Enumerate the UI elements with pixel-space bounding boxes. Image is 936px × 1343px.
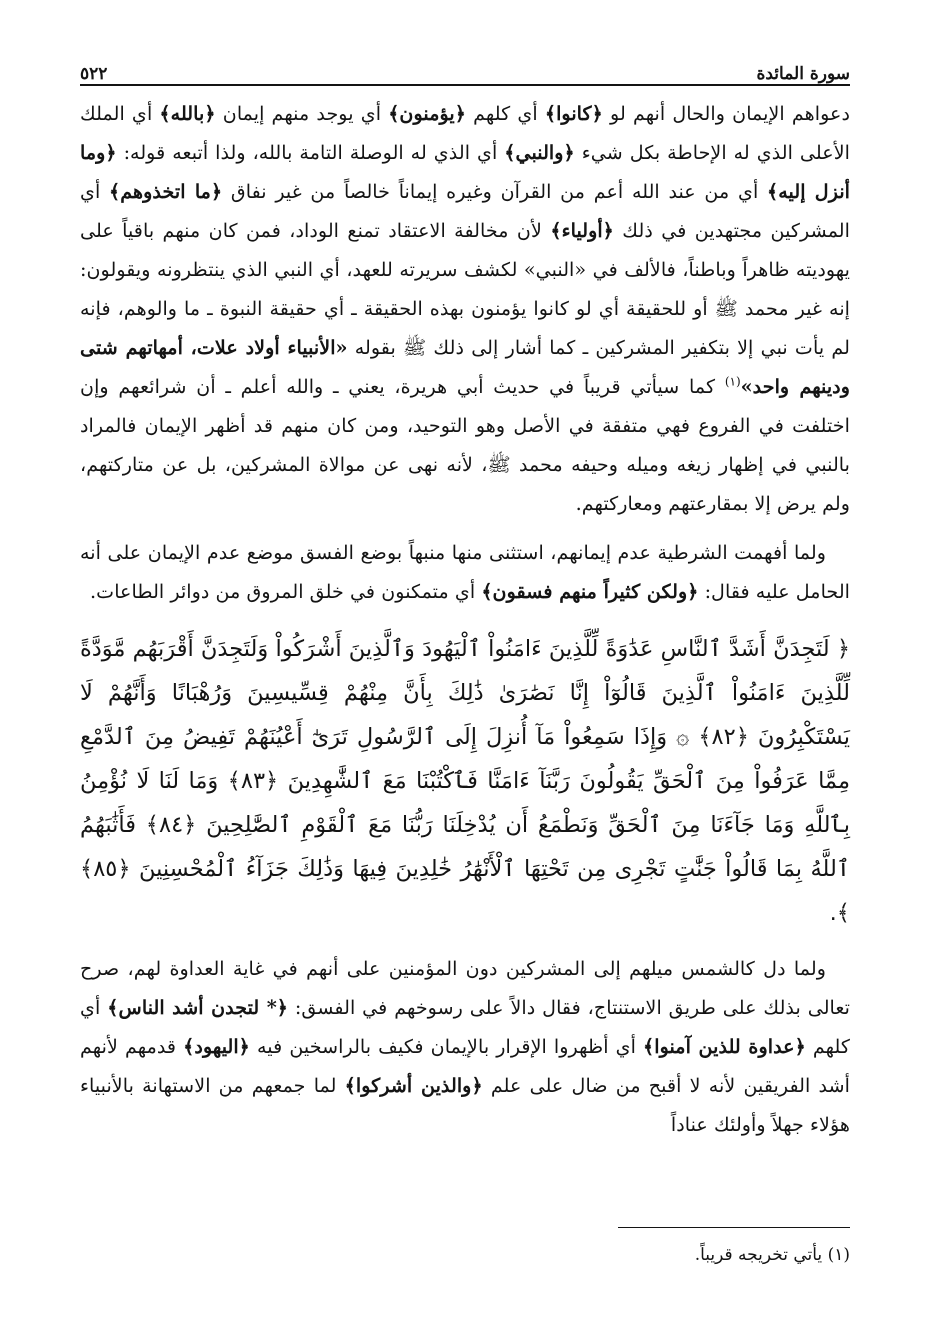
text-run: أي أظهروا الإقرار بالإيمان فكيف بالراسخين فيه <box>249 1035 644 1058</box>
quoted-term: ﴿اليهود﴾ <box>183 1035 250 1058</box>
quoted-term: ﴿وما أنزل إليه﴾ <box>80 141 850 203</box>
footnote-divider <box>618 1227 850 1228</box>
text-run: أي متمكنون في خلق المروق من دوائر الطاعات. <box>90 580 482 603</box>
quoted-term: ﴿عداوة للذين آمنوا﴾ <box>643 1035 806 1058</box>
quoted-term: ﴿أولياء﴾ <box>550 219 614 242</box>
text-run: أي الذي له الوصلة التامة بالله، ولذا أتبعه قوله: <box>116 141 505 164</box>
quoted-term: ﴿يؤمنون﴾ <box>388 102 466 125</box>
text-run: لأن مخالفة الاعتقاد تمنع الوداد، فمن كان منهم باقياً على يهوديته ظاهراً وباطناً، فالألف في «النبي» لكشف سريرته للعهد، أي النبي الذي ينتظرونه ويقولون: إنه غير محمد ﷺ أو للحقيقة أي لو كانوا يؤمنون بهذه الحقيقة ـ أي حقيقة النبوة ـ ما والوهم، فإنه لم يأت نبي إلا بتكفير المشركين ـ كما أشار إلى ذلك ﷺ بقوله <box>80 219 850 359</box>
paragraph-1 <box>80 94 850 523</box>
text-run: أي يوجد منهم إيمان <box>215 102 389 125</box>
text-run: لما جمعهم من الاستهانة بالأنبياء هؤلاء جهلاً وأولئك عناداً <box>80 1074 850 1136</box>
text-run: أي الملك الأعلى الذي له الإحاطة بكل شيء <box>80 102 850 164</box>
quoted-term: ﴿بالله﴾ <box>159 102 216 125</box>
footnote-marker: (١) <box>827 1245 850 1265</box>
paragraph-2 <box>80 533 850 611</box>
text-run: أي من عند الله أعم من القرآن وغيره إيماناً خالصاً من غير نفاق <box>222 180 768 203</box>
text-run: أي كلهم <box>466 102 545 125</box>
paragraph-3 <box>80 949 850 1144</box>
text-run: قدمهم لأنهم أشد الفريقين لأنه لا أقبح من ضال على علم <box>80 1035 850 1097</box>
quoted-term: ﴿والذين أشركوا﴾ <box>344 1074 483 1097</box>
footnote-text: يأتي تخريجه قريباً. <box>694 1245 823 1265</box>
page-header <box>80 50 850 86</box>
text-run: ولما أفهمت الشرطية عدم إيمانهم، استثنى منها منبهاً بوضع الفسق موضع عدم الإيمان على أنه الحامل عليه فقال: <box>80 541 850 603</box>
footnote-ref[interactable]: (١) <box>724 374 741 389</box>
quoted-term: ﴿والنبي﴾ <box>504 141 575 164</box>
text-run: ولما دل كالشمس ميلهم إلى المشركين دون المؤمنين على أنهم في غاية العداوة لهم، صرح تعالى بذلك على طريق الاستنتاج، فقال دالاً على رسوخهم في الفسق: <box>80 957 850 1019</box>
quoted-term: ﴿ولكن كثيراً منهم فسقون﴾ <box>481 580 699 603</box>
quoted-term: ﴿* لتجدن أشد الناس﴾ <box>107 996 288 1019</box>
quran-verses: ﴿ لَتَجِدَنَّ أَشَدَّ ٱلنَّاسِ عَدَٰوَةً لِّلَّذِينَ ءَامَنُواْ ٱلْيَهُودَ وَٱلَّذِينَ أَشْرَكُواْ وَلَتَجِدَنَّ أَقْرَبَهُم مَّوَدَّةً لِّلَّذِينَ ءَامَنُواْ ٱلَّذِينَ قَالُوٓاْ إِنَّا نَصَٰرَىٰ ذَٰلِكَ بِأَنَّ مِنْهُمْ قِسِّيسِينَ وَرُهْبَانًا وَأَنَّهُمْ لَا يَسْتَكْبِرُونَ ﴿٨٢﴾ ۞ وَإِذَا سَمِعُواْ مَآ أُنزِلَ إِلَى ٱلرَّسُولِ تَرَىٰٓ أَعْيُنَهُمْ تَفِيضُ مِنَ ٱلدَّمْعِ مِمَّا عَرَفُواْ مِنَ ٱلْحَقِّ يَقُولُونَ رَبَّنَآ ءَامَنَّا فَٱكْتُبْنَا مَعَ ٱلشَّٰهِدِينَ ﴿٨٣﴾ وَمَا لَنَا لَا نُؤْمِنُ بِٱللَّهِ وَمَا جَآءَنَا مِنَ ٱلْحَقِّ وَنَطْمَعُ أَن يُدْخِلَنَا رَبُّنَا مَعَ ٱلْقَوْمِ ٱلصَّٰلِحِينَ ﴿٨٤﴾ فَأَثَٰبَهُمُ ٱللَّهُ بِمَا قَالُواْ جَنَّٰتٍ تَجْرِى مِن تَحْتِهَا ٱلْأَنْهَٰرُ خَٰلِدِينَ فِيهَا وَذَٰلِكَ جَزَآءُ ٱلْمُحْسِنِينَ ﴿٨٥﴾ ﴾. <box>80 636 851 926</box>
document-page <box>80 50 850 1320</box>
text-run: دعواهم الإيمان والحال أنهم لو <box>602 102 851 125</box>
quoted-term: ﴿ما اتخذوهم﴾ <box>109 180 223 203</box>
hadith-quote: «الأنبياء أولاد علات، أمهاتهم شتى ودينهم واحد» <box>80 336 850 398</box>
footnote <box>695 1240 850 1270</box>
text-run: كما سيأتي قريباً في حديث أبي هريرة، يعني ـ والله أعلم ـ أن شرائعهم وإن اختلفت في الفروع فهي متفقة في الأصل وهو التوحيد، ومن كان منهم قد أظهر الإيمان فالمراد بالنبي في إظهار زيغه وميله وحيفه محمد ﷺ، لأنه نهى عن موالاة المشركين، بل عن متاركتهم، ولم يرض إلا بمقارعتهم ومعاركتهم. <box>80 375 850 515</box>
page-number: ٥٢٢ <box>80 64 108 84</box>
quoted-term: ﴿كانوا﴾ <box>544 102 603 125</box>
surah-title: سورة المائدة <box>756 64 850 84</box>
text-run: أي المشركين مجتهدين في ذلك <box>80 180 850 242</box>
text-run: أي كلهم <box>80 996 851 1058</box>
